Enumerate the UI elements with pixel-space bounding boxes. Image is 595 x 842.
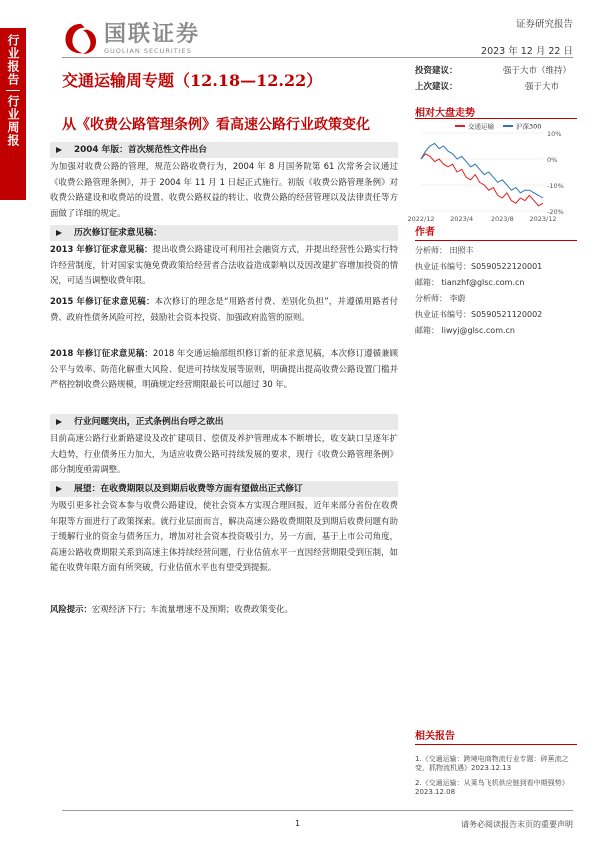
- relative-chart: [407, 118, 577, 227]
- triangle-icon: [56, 419, 62, 425]
- related-title: 相关报告: [415, 731, 455, 742]
- y-tick-label: 0%: [547, 156, 558, 164]
- paragraph: 为加强对收费公路的管理，规范公路收费行为，2004 年 8 月国务院第 61 次常务会议通过《收费公路管理条例》，并于 2004 年 11 月 1 日起正式施行。初版《收费公路管理条例》对收费公路建设和收费站的设置、收费公路权益的转让、收费公路的经营管理以及法律责任等方面做了详细的规定。: [50, 161, 398, 218]
- analyst-row: 邮箱： liwyj@glsc.com.cn: [415, 326, 515, 335]
- analyst-row: 执业证书编号：S0590521120002: [415, 310, 543, 319]
- series-line: [421, 143, 543, 198]
- prev-value: 强于大市: [525, 82, 560, 92]
- series-line: [421, 154, 543, 206]
- y-tick-label: -10%: [547, 182, 564, 190]
- analyst-row: 分析师： 田照丰: [415, 246, 474, 255]
- report-subtitle: 从《收费公路管理条例》看高速公路行业政策变化: [62, 117, 370, 133]
- invest-value: 强于大市（维持）: [503, 66, 572, 76]
- x-tick-label: 2023/8: [490, 215, 514, 223]
- invest-rating: [415, 64, 572, 76]
- header-rule: [62, 57, 573, 58]
- risk-note: 风险提示：宏观经济下行；车流量增速不及预期；收费政策变化。: [50, 604, 293, 614]
- report-date: 2023 年 12 月 22 日: [481, 46, 573, 57]
- report-title: 交通运输周专题（12.18—12.22）: [62, 71, 323, 90]
- triangle-icon: [56, 486, 62, 492]
- paragraph: 2015 年修订征求意见稿：本次修订的理念是“用路者付费、差别化负担”，并遵循用路者付费、政府性债务风险可控，鼓励社会资本投资、加强政府监管的原则。: [50, 296, 398, 322]
- page-number: 1: [295, 819, 301, 828]
- logo-subtext: GUOLIAN SECURITIES: [104, 47, 192, 55]
- section-header: 行业问题突出，正式条例出台呼之欲出: [50, 414, 398, 430]
- prev-rating: [415, 80, 560, 92]
- report-type: 证券研究报告: [515, 19, 573, 30]
- analyst-row: 邮箱： tianzhf@glsc.com.cn: [415, 278, 525, 287]
- analyst-row: 执业证书编号：S0590522120001: [415, 262, 543, 271]
- x-tick-label: 2023/12: [529, 215, 557, 223]
- triangle-icon: [56, 147, 62, 153]
- paragraph: 为吸引更多社会资本参与收费公路建设，使社会资本方实现合理回报，近年来部分省份在收费年限等方面进行了政策探索。就行业层面而言，解决高速公路收费期限及到期后收费问题有助于缓解行业的资金与债务压力，增加对社会资本投资吸引力，另一方面，基于上市公司角度，高速公路收费期限关系到高速主体持续经营问题，行业估值水平一直因经营期限受到压制，如能在收费年限方面有所突破，行业估值水平也有望受到提振。: [50, 500, 398, 572]
- company-logo: [62, 22, 200, 56]
- related-item[interactable]: 2.《交通运输：从莱鸟飞机供应链到看中期强势》2023.12.08: [415, 779, 569, 796]
- analyst-row: 分析师： 李蔚: [415, 294, 466, 303]
- section-header: 历次修订征求意见稿：: [50, 225, 398, 241]
- logo-text: 国联证券: [104, 22, 201, 47]
- analyst-block: [415, 227, 577, 335]
- legend-label: 沪深300: [516, 122, 542, 131]
- side-tab-label-1: 行业报告: [6, 34, 20, 86]
- related-reports: [415, 731, 577, 796]
- footer-rule: [62, 810, 573, 811]
- invest-label: 投资建议：: [415, 66, 458, 76]
- disclaimer: 请务必阅读报告末页的重要声明: [461, 820, 573, 829]
- section-header: 2004 年版：首次规范性文件出台: [50, 142, 398, 158]
- analyst-title: 作者: [415, 227, 435, 238]
- related-item[interactable]: 1.《交通运输：跨境电商物流行业专题：碎蕉流之变，抓物流机遇》2023.12.13: [415, 755, 569, 772]
- x-tick-label: 2022/12: [407, 215, 435, 223]
- x-tick-label: 2023/4: [450, 215, 474, 223]
- y-tick-label: -20%: [547, 208, 564, 216]
- section-header: 展望：在收费期限以及到期后收费等方面有望做出正式修订: [50, 481, 398, 497]
- side-tab: [0, 28, 26, 200]
- y-tick-label: 10%: [547, 130, 562, 138]
- side-tab-label-2: 行业周报: [6, 95, 20, 147]
- chart-title: 相对大盘走势: [415, 108, 475, 119]
- paragraph: 2018 年修订征求意见稿：2018 年交通运输部组织修订新的征求意见稿，本次修订遵循兼顾公平与效率、防范化解重大风险、促进可持续发展等原则，明确提出提高收费公路设置门槛并严格控制收费公路规模，明确规定经营期限最长可以超过 30 年。: [50, 348, 398, 389]
- legend-label: 交通运输: [468, 122, 494, 131]
- triangle-icon: [56, 230, 62, 236]
- paragraph: 目前高速公路行业新路建设及改扩建项目、偿债及养护管理成本不断增长，收支缺口呈逐年扩大趋势，行业债务压力加大，为适应收费公路可持续发展的要求，现行《收费公路管理条例》部分制度亟需调整。: [50, 433, 398, 474]
- logo-icon: [62, 22, 100, 56]
- chart-svg: [407, 119, 577, 227]
- paragraph: 2013 年修订征求意见稿：提出收费公路建设可利用社会融资方式，并提出经营性公路实行特许经营制度，针对国家实施免费政策给经营者合法收益造成影响以及因改建扩容增加投资的情况，可适当调整收费年限。: [50, 244, 398, 285]
- prev-label: 上次建议：: [415, 82, 458, 92]
